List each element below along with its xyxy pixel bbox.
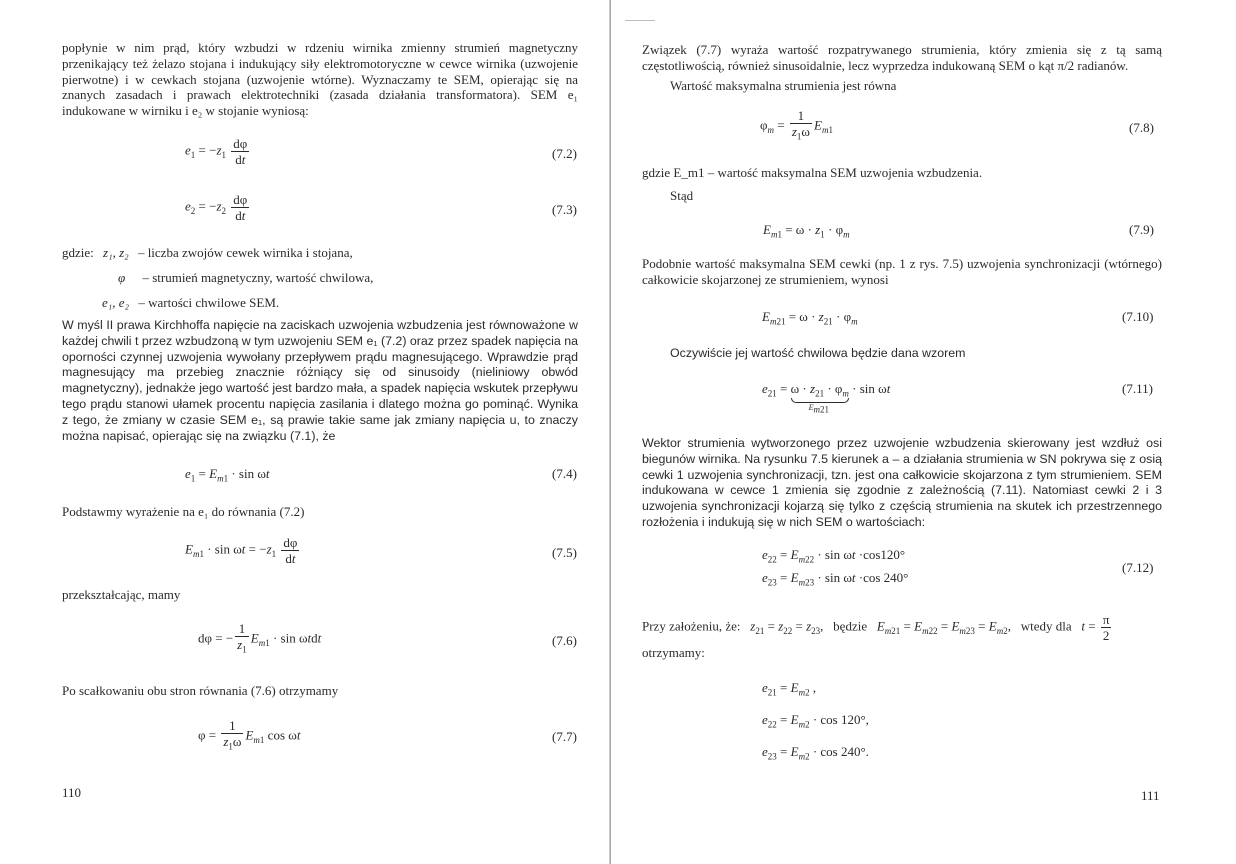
- equation-number-7-11: (7.11): [1122, 381, 1153, 396]
- right-page: [612, 0, 1236, 864]
- right-paragraph-9: otrzymamy:: [642, 645, 705, 660]
- left-page: [0, 0, 612, 864]
- right-paragraph-3: gdzie E_m1 – wartość maksymalna SEM uzwojenia wzbudzenia.: [642, 165, 983, 180]
- definition-symbol: φ: [118, 270, 126, 285]
- right-paragraph-6: Oczywiście jej wartość chwilowa będzie dana wzorem: [670, 346, 966, 360]
- left-paragraph-5: Po scałkowaniu obu stron równania (7.6) otrzymamy: [62, 683, 339, 698]
- left-paragraph-1: popłynie w nim prąd, który wzbudzi w rdzeniu wirnika zmienny strumień magnetyczny przenikający też żelazo stojana i indukujący siły elektromotoryczne w cewce wirnika (uzwojenie pierwotne) i w cewkach stojana (uzwojenie wtórne). Wyznaczamy te SEM, opierając się na znanych zasadach i prawach elektrotechniki (zasada działania transformatora). SEM e₁ indukowane w wirniku i e₂ w stojanie wyniosą:: [62, 40, 578, 119]
- equation-7-10: $E_{m21} = \omega \cdot z_{21} \cdot \varphi_m$: [762, 309, 858, 327]
- equation-number-7-5: (7.5): [552, 545, 577, 560]
- page-number-right: 111: [1141, 788, 1160, 803]
- equation-number-7-4: (7.4): [552, 466, 577, 481]
- result-equation-e21: $e_{21} = E_{m2}$ ,: [762, 680, 817, 698]
- right-paragraph-2: Wartość maksymalna strumienia jest równa: [670, 78, 897, 93]
- equation-number-7-7: (7.7): [552, 729, 577, 744]
- right-paragraph-1: Związek (7.7) wyraża wartość rozpatrywanego strumienia, który zmienia się z tą samą częstotliwością, również sinusoidalnie, lecz wyprzedza indukowaną SEM o kąt π/2 radianów.: [642, 42, 1162, 73]
- left-paragraph-4: przekształcając, mamy: [62, 587, 181, 602]
- equation-7-2: $e_1 = -z_1$ $\frac{d\varphi}{dt}$: [185, 136, 248, 167]
- equation-7-4: $e_1 = E_{m1} \cdot \sin \omega t$: [185, 466, 270, 484]
- assumption-lead: Przy założeniu, że:: [642, 618, 741, 634]
- definition-lead: gdzie:: [62, 245, 94, 260]
- definition-text: – liczba zwojów cewek wirnika i stojana,: [137, 245, 353, 260]
- definition-symbol: e₁, e₂: [102, 295, 130, 310]
- definition-row-3: [102, 295, 279, 311]
- definition-text: – strumień magnetyczny, wartość chwilowa,: [142, 270, 374, 285]
- definition-row-1: [62, 245, 353, 261]
- left-paragraph-3: Podstawmy wyrażenie na e₁ do równania (7.2): [62, 504, 305, 519]
- equation-7-12-line-2: $e_{23} = E_{m23} \cdot \sin \omega t \cdot\cos$ 240°: [762, 570, 909, 588]
- result-equation-e23: $e_{23} = E_{m2} \cdot \cos 240^\circ$.: [762, 744, 869, 762]
- equation-number-7-9: (7.9): [1129, 222, 1154, 237]
- equation-number-7-3: (7.3): [552, 202, 577, 217]
- page-number-left: 110: [62, 785, 82, 800]
- equation-7-7: φ = $\frac{1}{z_1\omega}$ $E_{m1}$ cos ωt: [198, 718, 301, 752]
- equation-7-6: dφ = − $\frac{1}{z_1}$ $E_{m1} \cdot \sin \omega tdt$: [198, 621, 322, 655]
- right-paragraph-5: Podobnie wartość maksymalna SEM cewki (np. 1 z rys. 7.5) uzwojenia synchronizacji (wtórnego) całkowicie skojarzonej ze strumieniem, wynosi: [642, 256, 1162, 287]
- left-paragraph-2: W myśl II prawa Kirchhoffa napięcie na zaciskach uzwojenia wzbudzenia jest równoważone w każdej chwili t przez wzbudzoną w tym uzwojeniu SEM e₁ (7.2) oraz przez spadek napięcia na oporności czynnej uzwojenia wywołany przepływem prądu magnesującego. Wprawdzie prąd magnesujący ma przebieg znacznie różniący się od sinusoidy (nieliniowy obwód magnetyczny), jednakże jego wartość jest bardzo mała, a spadek napięcia wskutek przepływu tego prądu stanowi ułamek procentu napięcia zasilania i dlatego można go pominąć. Wynika z tego, że zmiany w czasie SEM e₁, są prawie takie same jak zmiany napięcia u, to znaczy można napisać, opierając się na związku (7.1), że: [62, 318, 578, 443]
- equation-7-12-line-1: $e_{22} = E_{m22} \cdot \sin \omega t \cdot\cos 120^\circ$: [762, 547, 906, 565]
- definition-row-2: [118, 270, 373, 286]
- right-paragraph-7: Wektor strumienia wytworzonego przez uzwojenie wzbudzenia skierowany jest wzdłuż osi biegunów wirnika. Na rysunku 7.5 kierunek a – a działania strumienia w SN pokrywa się z osią cewki 1 uzwojenia synchronizacji, tzn. jest ona całkowicie skojarzona z tym strumieniem. SEM indukowana w cewce 1 zmienia się zgodnie z zależnością (7.11). Natomiast cewki 2 i 3 uzwojenia synchronizacji kojarzą się tylko z częścią strumienia na skutek ich przestrzennego rozłożenia i indukują się w nich SEM o wartościach:: [642, 436, 1162, 529]
- assumption-end: wtedy dla: [1020, 618, 1072, 634]
- assumption-mid: będzie: [833, 618, 868, 634]
- definition-symbol: z₁, z₂: [103, 245, 129, 260]
- equation-7-3: $e_2 = -z_2$ $\frac{d\varphi}{dt}$: [185, 192, 248, 223]
- equation-number-7-8: (7.8): [1129, 120, 1154, 135]
- definition-text: – wartości chwilowe SEM.: [138, 295, 280, 310]
- result-equation-e22: $e_{22} = E_{m2} \cdot \cos 120^\circ$,: [762, 712, 869, 730]
- assumption-line: Przy założeniu, że: $z_{21} = z_{22} = z_{23}$, będzie $E_{m21} = E_{m22} = E_{m23} = E_{m2}$, wtedy dla t = $\frac{\pi}{2}$: [642, 612, 1110, 643]
- right-paragraph-4: Stąd: [670, 188, 694, 203]
- equation-number-7-10: (7.10): [1122, 309, 1154, 324]
- equation-number-7-12: (7.12): [1122, 560, 1154, 575]
- equation-7-11: $e_{21} = \omega \cdot z_{21} \cdot \varphi_m$ $E_{m21}$ · sin ωt: [762, 381, 891, 415]
- equation-number-7-6: (7.6): [552, 633, 577, 648]
- equation-7-8: $\varphi_m$ = $\frac{1}{z_1\omega}$ $E_{m1}$: [760, 108, 833, 142]
- equation-number-7-2: (7.2): [552, 146, 577, 161]
- equation-7-9: $E_{m1} = \omega \cdot z_1 \cdot \varphi_m$: [763, 222, 850, 240]
- equation-7-5: $E_{m1} \cdot \sin \omega t = -z_1$ $\frac{d\varphi}{dt}$: [185, 535, 298, 566]
